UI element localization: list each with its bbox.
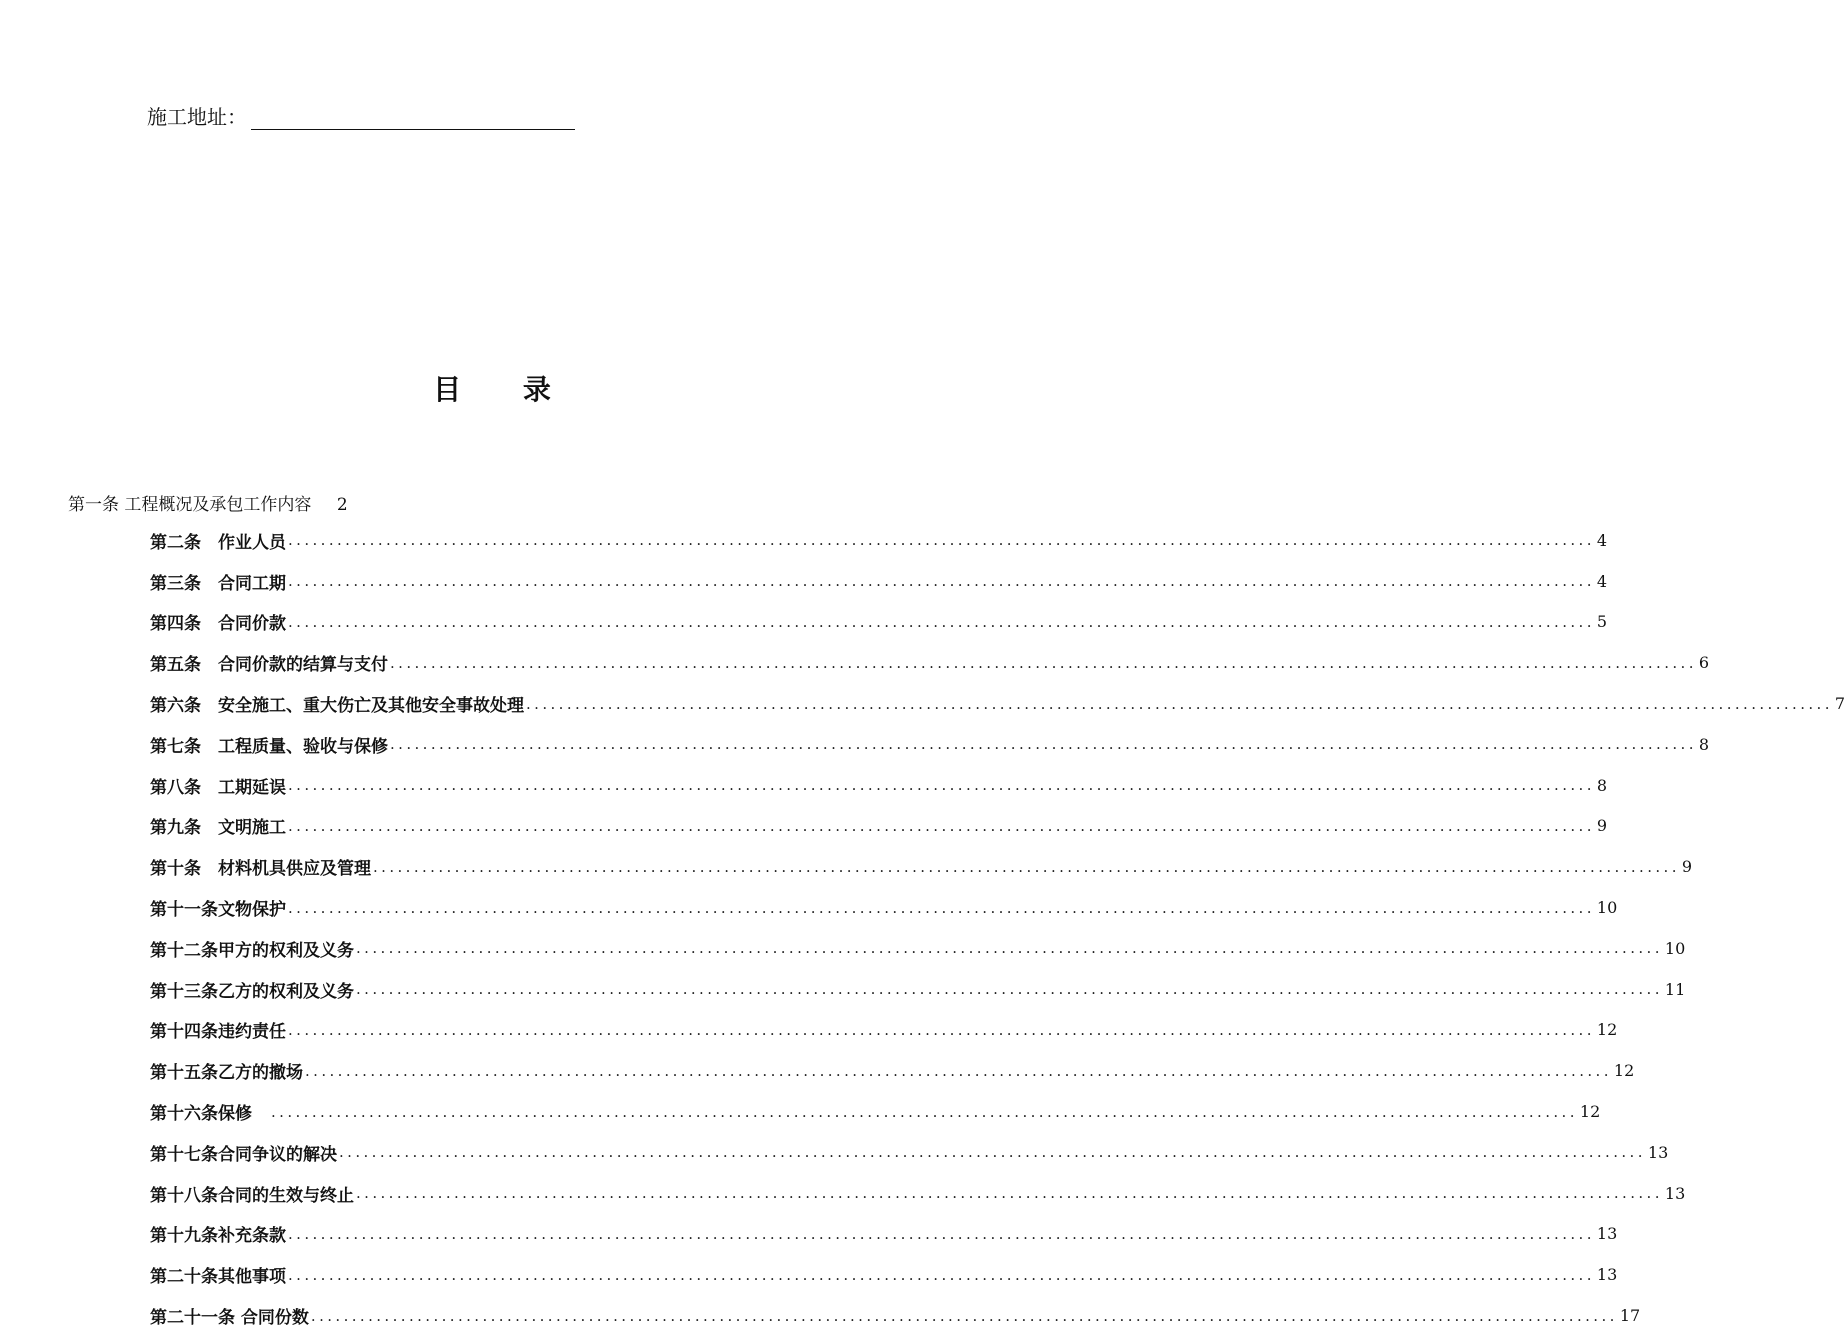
toc-entry-page: 8 — [1596, 775, 1608, 795]
toc-entry-label: 第十二条甲方的权利及义务 — [150, 940, 354, 961]
toc-entry[interactable] — [150, 520, 1608, 561]
toc-entry-page: 13 — [1596, 1265, 1618, 1285]
toc-leader-dots: ................................................................................................................................................................ — [390, 735, 1697, 754]
toc-entry-page: 10 — [1596, 898, 1618, 918]
toc-entry[interactable] — [150, 1132, 1669, 1173]
toc-leader-dots: ................................................................................................................................................................ — [288, 531, 1595, 550]
toc-entry[interactable] — [150, 887, 1618, 928]
toc-entry-label: 第十七条合同争议的解决 — [150, 1144, 337, 1165]
toc-entry[interactable] — [150, 928, 1686, 969]
toc-entry[interactable] — [150, 724, 1710, 765]
toc-leader-dots: ................................................................................................................................................................ — [356, 1184, 1663, 1203]
toc-entry-label: 第十六条保修 — [150, 1104, 269, 1125]
toc-leader-dots: ................................................................................................................................................................ — [390, 653, 1697, 672]
toc-entry-label: 第十三条乙方的权利及义务 — [150, 981, 354, 1002]
toc-entry-label: 第四条 合同价款 — [150, 614, 286, 635]
toc-title: 目 录 — [433, 373, 577, 406]
toc-leader-dots: ................................................................................................................................................................ — [288, 612, 1595, 631]
toc-list — [150, 520, 1845, 1336]
toc-entry-label: 第十一条文物保护 — [150, 900, 286, 921]
toc-leader-dots: ................................................................................................................................................................ — [356, 980, 1663, 999]
toc-entry-label: 第十四条违约责任 — [150, 1022, 286, 1043]
toc-entry[interactable] — [150, 1010, 1618, 1051]
toc-entry-page: 17 — [1619, 1306, 1641, 1326]
toc-entry-page: 11 — [1664, 979, 1686, 999]
toc-leader-dots: ................................................................................................................................................................ — [356, 939, 1663, 958]
toc-leader-dots: ................................................................................................................................................................ — [288, 776, 1595, 795]
toc-entry-page: 12 — [1579, 1102, 1601, 1122]
toc-entry-label: 第十八条合同的生效与终止 — [150, 1185, 354, 1206]
toc-entry-page: 12 — [1596, 1020, 1618, 1040]
toc-entry-page: 4 — [1596, 530, 1608, 550]
toc-entry-label: 第八条 工期延误 — [150, 777, 286, 798]
toc-entry-label: 第二条 作业人员 — [150, 532, 286, 553]
toc-entry[interactable] — [150, 1214, 1618, 1255]
toc-entry[interactable] — [150, 765, 1608, 806]
toc-leader-dots: ................................................................................................................................................................ — [310, 1306, 1618, 1325]
toc-leader-dots: ................................................................................................................................................................ — [288, 1224, 1595, 1243]
toc-leader-dots: ................................................................................................................................................................ — [373, 857, 1680, 876]
toc-leader-dots: ................................................................................................................................................................ — [288, 1265, 1595, 1284]
toc-entry[interactable] — [150, 1050, 1635, 1091]
toc-entry-label: 第二十一条 合同份数 — [150, 1308, 309, 1329]
toc-entry[interactable] — [150, 1295, 1641, 1336]
toc-entry-page: 9 — [1681, 857, 1693, 877]
toc-entry[interactable] — [150, 806, 1608, 847]
construction-address-blank[interactable] — [251, 107, 575, 130]
toc-entry-label: 第六条 安全施工、重大伤亡及其他安全事故处理 — [150, 696, 524, 717]
toc-leader-dots: ................................................................................................................................................................ — [339, 1143, 1646, 1162]
toc-leader-dots: ................................................................................................................................................................ — [271, 1102, 1578, 1121]
toc-entry-label: 第十五条乙方的撤场 — [150, 1063, 303, 1084]
toc-entry-label: 第三条 合同工期 — [150, 573, 286, 594]
toc-entry-page: 12 — [1613, 1061, 1635, 1081]
toc-entry-page: 6 — [1698, 653, 1710, 673]
toc-entry[interactable] — [150, 846, 1693, 887]
construction-address — [147, 104, 575, 130]
toc-entry-page: 4 — [1596, 571, 1608, 591]
toc-entry-page: 7 — [1834, 694, 1845, 714]
toc-leader-dots: ................................................................................................................................................................ — [526, 694, 1833, 713]
toc-entry-page: 2 — [336, 495, 348, 515]
toc-entry[interactable] — [150, 969, 1686, 1010]
toc-entry-label: 第九条 文明施工 — [150, 818, 286, 839]
toc-leader-dots: ................................................................................................................................................................ — [288, 816, 1595, 835]
toc-entry[interactable] — [150, 602, 1608, 643]
toc-entry[interactable] — [150, 642, 1710, 683]
toc-entry-page: 8 — [1698, 734, 1710, 754]
toc-leader-dots: ................................................................................................................................................................ — [288, 572, 1595, 591]
toc-entry-label: 第一条 工程概况及承包工作内容 — [68, 495, 312, 515]
toc-entry-page: 13 — [1647, 1142, 1669, 1162]
toc-entry[interactable] — [150, 1173, 1686, 1214]
toc-entry-page: 13 — [1664, 1183, 1686, 1203]
toc-entry-first[interactable] — [68, 494, 348, 516]
toc-leader-dots: ................................................................................................................................................................ — [288, 1020, 1595, 1039]
toc-entry[interactable] — [150, 683, 1845, 724]
toc-entry-page: 5 — [1596, 612, 1608, 632]
toc-entry[interactable] — [150, 1254, 1618, 1295]
toc-entry-page: 10 — [1664, 938, 1686, 958]
toc-entry-label: 第五条 合同价款的结算与支付 — [150, 655, 388, 676]
toc-entry-label: 第七条 工程质量、验收与保修 — [150, 736, 388, 757]
toc-entry-label: 第十九条补充条款 — [150, 1226, 286, 1247]
toc-entry-label: 第十条 材料机具供应及管理 — [150, 859, 371, 880]
toc-entry-label: 第二十条其他事项 — [150, 1267, 286, 1288]
toc-leader-dots: ................................................................................................................................................................ — [288, 898, 1595, 917]
toc-entry[interactable] — [150, 561, 1608, 602]
construction-address-label: 施工地址： — [147, 105, 247, 129]
toc-entry[interactable] — [150, 1091, 1601, 1132]
toc-leader-dots: ................................................................................................................................................................ — [305, 1061, 1612, 1080]
toc-entry-page: 13 — [1596, 1224, 1618, 1244]
toc-entry-page: 9 — [1596, 816, 1608, 836]
